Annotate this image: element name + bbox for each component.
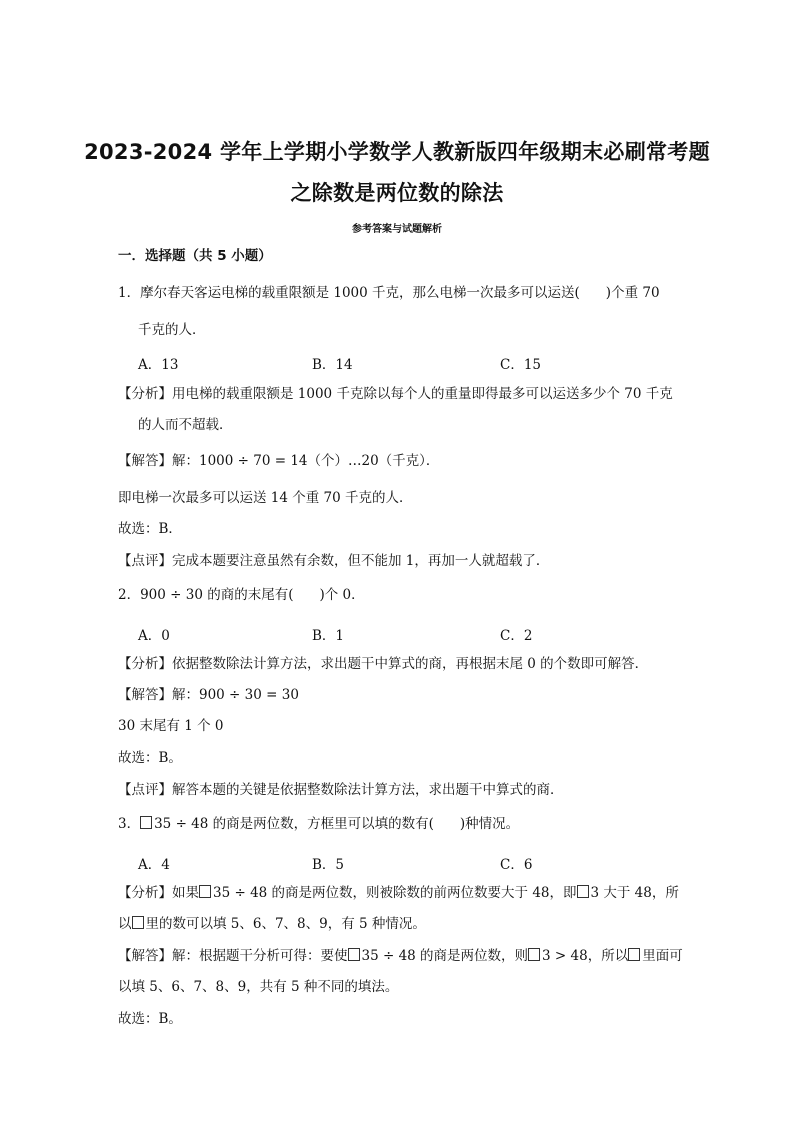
analysis-tag: 【分析】 [118,656,172,672]
question-3-option-a: A．4 [138,857,170,873]
question-3-answer [118,947,683,965]
comment-tag: 【点评】 [118,553,172,569]
question-3-option-b: B．5 [312,857,345,873]
question-1-comment-text: 完成本题要注意虽然有余数，但不能加 1，再加一人就超载了． [172,553,550,569]
answer-tag: 【解答】 [118,687,172,703]
document-title-line-2: 之除数是两位数的除法 [290,181,504,205]
question-3-answer-text-1: 解：根据题干分析可得：要使 [172,948,348,964]
question-1-comment [118,552,549,570]
question-2-comment [118,781,564,799]
question-1-analysis-text: 用电梯的载重限额是 1000 千克除以每个人的重量即得最多可以运送多少个 70 千克 [172,386,673,402]
comment-tag: 【点评】 [118,782,172,798]
question-2-options [0,624,794,644]
question-1-analysis [118,385,673,403]
question-3-stem [118,815,519,833]
question-1-option-c: C．15 [500,357,542,373]
analysis-tag: 【分析】 [118,386,172,402]
question-3-analysis-text-3: 3 大于 48，所 [590,885,679,901]
document-title-line-1: 2023-2024 学年上学期小学数学人教新版四年级期末必刷常考题 [84,140,710,164]
question-2-analysis-text: 依据整数除法计算方法，求出题干中算式的商，再根据末尾 0 的个数即可解答． [172,656,649,672]
question-2-stem-part-b: )个 0． [319,587,365,603]
question-2-stem [118,586,365,604]
question-3-answer-text-4: 里面可 [642,948,683,964]
question-1-answer-text: 解：1000 ÷ 70 = 14（个）…20（千克）． [172,453,440,469]
question-3-analysis-continued [118,915,426,933]
question-1-stem-part-b: )个重 70 [605,285,660,301]
blank-box-icon [199,885,211,898]
question-2-analysis [118,655,648,673]
question-3-analysis-text-5: 里的数可以填 5、6、7、8、9，有 5 种情况。 [145,916,426,932]
question-3-number: 3． [118,816,141,832]
question-1-option-a: A．13 [138,357,179,373]
question-3-answer-continued: 以填 5、6、7、8、9，共有 5 种不同的填法。 [118,979,399,995]
question-2-option-c: C．2 [500,628,533,644]
question-2-stem-part-a: 2．900 ÷ 30 的商的末尾有( [118,587,294,603]
blank-box-icon [528,948,540,961]
question-3-answer-text-3: 3 > 48，所以 [542,948,629,964]
question-2-answer-conclusion: 30 末尾有 1 个 0 [118,718,224,734]
question-1-analysis-continued: 的人而不超载． [138,417,233,433]
section-heading: 一．选择题（共 5 小题） [118,248,272,264]
question-3-analysis-text-2: 35 ÷ 48 的商是两位数，则被除数的前两位数要大于 48，即 [213,885,577,901]
blank-box-icon [348,948,360,961]
blank-box-icon [577,885,589,898]
blank-box-icon [132,916,144,929]
answer-tag: 【解答】 [118,453,172,469]
question-2-answer-text: 解：900 ÷ 30 = 30 [172,687,299,703]
question-1-choice: 故选：B． [118,521,182,537]
question-2-option-b: B．1 [312,628,345,644]
question-2-comment-text: 解答本题的关键是依据整数除法计算方法，求出题干中算式的商． [172,782,564,798]
question-2-option-a: A．0 [138,628,170,644]
question-3-analysis-text-4: 以 [118,916,132,932]
question-1-stem [118,284,660,302]
question-2-choice: 故选：B。 [118,750,182,766]
blank-box-icon [628,948,640,961]
question-3-option-c: C．6 [500,857,533,873]
question-1-options [0,353,794,373]
document-subtitle: 参考答案与试题解析 [352,224,442,235]
question-3-stem-part-a: 35 ÷ 48 的商是两位数，方框里可以填的数有( [154,816,434,832]
answer-tag: 【解答】 [118,948,172,964]
blank-box-icon [140,816,152,829]
question-2-answer [118,686,299,704]
question-1-stem-part-a: 1．摩尔春天客运电梯的载重限额是 1000 千克，那么电梯一次最多可以运送( [118,285,580,301]
question-1-option-b: B．14 [312,357,353,373]
question-3-analysis [118,884,679,902]
question-1-answer-conclusion: 即电梯一次最多可以运送 14 个重 70 千克的人． [118,490,413,506]
question-3-analysis-text-1: 如果 [172,885,199,901]
question-1-stem-continued: 千克的人． [138,322,206,338]
question-1-answer [118,452,439,470]
question-3-answer-text-2: 35 ÷ 48 的商是两位数，则 [361,948,529,964]
analysis-tag: 【分析】 [118,885,172,901]
question-3-options [0,853,794,873]
question-3-choice: 故选：B。 [118,1011,182,1027]
question-3-stem-part-b: )种情况。 [459,816,520,832]
